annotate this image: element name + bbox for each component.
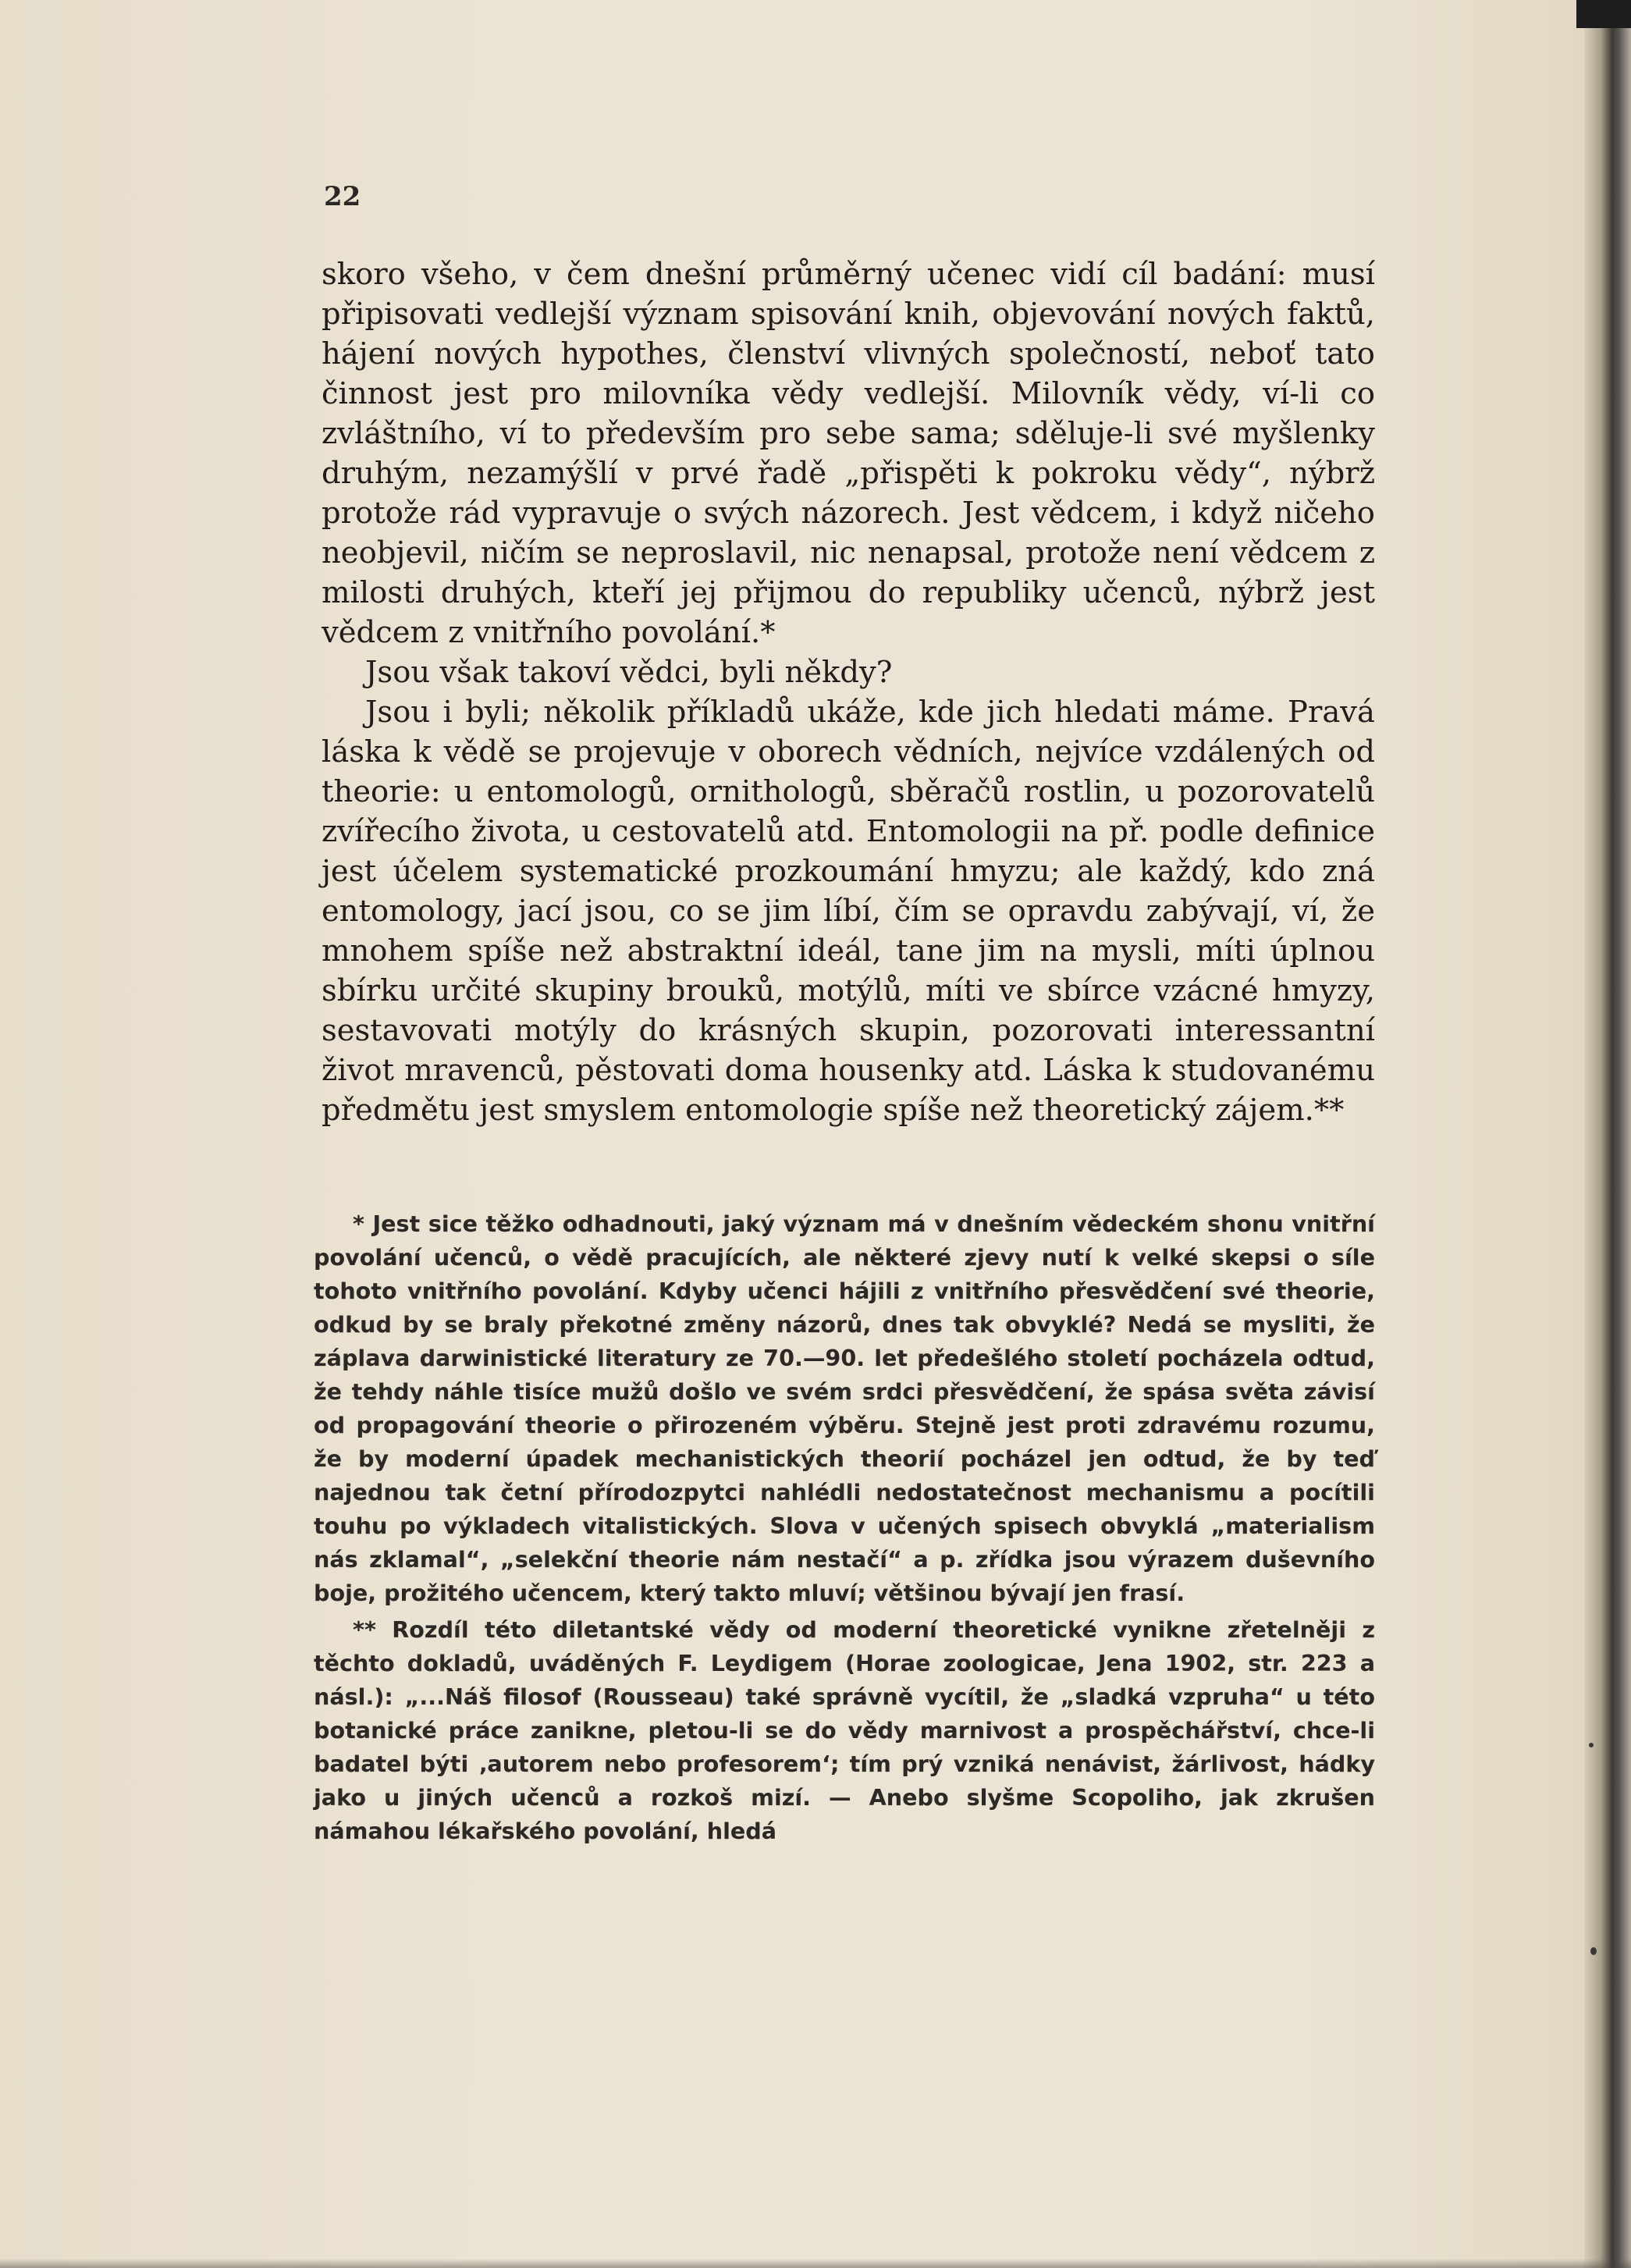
book-spine-shadow [1584,0,1631,2268]
paragraph-2: Jsou však takoví vědci, byli někdy? [365,655,893,690]
paragraph-1: skoro všeho, v čem dnešní průměrný učenec vidí cíl badání: musí připisovati vedlejší význam spisování knih, objevování nových faktů, hájení nových hypothes, členství vlivných společností, neboť tato činnost jest pro milovníka vědy vedlejší. Milovník vědy, ví-li co zvláštního, ví to především pro sebe sama; sděluje-li své myšlenky druhým, nezamýšlí v prvé řadě „přispěti k pokroku vědy“, nýbrž protože rád vypravuje o svých názorech. Jest vědcem, i když ničeho neobjevil, ničím se neproslavil, nic nenapsal, protože není vědcem z milosti druhých, kteří jej přijmou do republiky učenců, nýbrž jest vědcem z vnitřního povolání.* [322,257,1375,650]
footnote-2: ** Rozdíl této diletantské vědy od moderní theoretické vynikne zřetelněji z těchto dokladů, uváděných F. Leydigem (Horae zoologicae, Jena 1902, str. 223 a násl.): „...Náš filosof (Rousseau) také správně vycítil, že „sladká vzpruha“ u této botanické práce zanikne, pletou-li se do vědy marnivost a prospěchářství, chce-li badatel býti ‚autorem nebo profesorem‘; tím prý vzniká nenávist, žárlivost, hádky jako u jiných učenců a rozkoš mizí. — Anebo slyšme Scopoliho, jak zkrušen námahou lékařského povolání, hledá [314,1616,1375,1844]
body-text [322,254,1375,1130]
scan-corner-dark [1576,0,1631,28]
footnotes [314,1207,1375,1848]
margin-speck-mark [1590,1947,1597,1955]
paragraph-3: Jsou i byli; několik příkladů ukáže, kde jich hledati máme. Pravá láska k vědě se projevuje v oborech vědních, nejvíce vzdálených od theorie: u entomologů, ornithologů, sběračů rostlin, u pozorovatelů zvířecího života, u cestovatelů atd. Entomologii na př. podle definice jest účelem systematické prozkoumání hmyzu; ale každý, kdo zná entomology, jací jsou, co se jim líbí, čím se opravdu zabývají, ví, že mnohem spíše než abstraktní ideál, tane jim na mysli, míti úplnou sbírku určité skupiny brouků, motýlů, míti ve sbírce vzácné hmyzy, sestavovati motýly do krásných skupin, pozorovati interessantní život mravenců, pěstovati doma housenky atd. Láska k studovanému předmětu jest smyslem entomologie spíše než theoretický zájem.** [322,695,1375,1128]
margin-speck-mark [1589,1743,1594,1747]
scan-bottom-edge [0,2259,1631,2268]
page-number: 22 [324,181,361,212]
footnote-1: * Jest sice těžko odhadnouti, jaký význam má v dnešním vědeckém shonu vnitřní povolání učenců, o vědě pracujících, ale některé zjevy nutí k velké skepsi o síle tohoto vnitřního povolání. Kdyby učenci hájili z vnitřního přesvědčení své theorie, odkud by se braly překotné změny názorů, dnes tak obvyklé? Nedá se mysliti, že záplava darwinistické literatury ze 70.—90. let předešlého století pocházela odtud, že tehdy náhle tisíce mužů došlo ve svém srdci přesvědčení, že spása světa závisí od propagování theorie o přirozeném výběru. Stejně jest proti zdravému rozumu, že by moderní úpadek mechanistických theorií pocházel jen odtud, že by teď najednou tak četní přírodozpytci nahlédli nedostatečnost mechanismu a pocítili touhu po výkladech vitalistických. Slova v učených spisech obvyklá „materialism nás zklamal“, „selekční theorie nám nestačí“ a p. zřídka jsou výrazem duševního boje, prožitého učencem, který takto mluví; většinou bývají jen frasí. [314,1210,1375,1606]
